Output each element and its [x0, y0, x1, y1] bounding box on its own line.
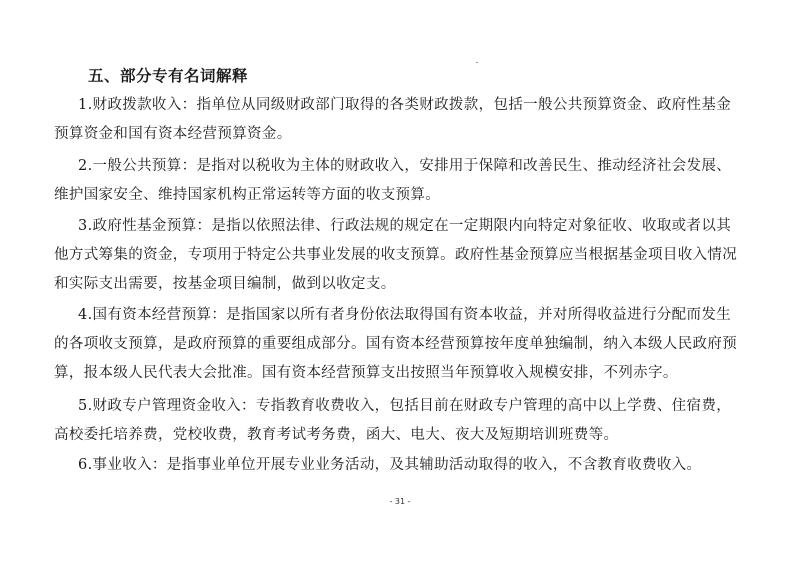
paragraph-5-line-1: 5.财政专户管理资金收入：专指教育收费收入，包括目前在财政专户管理的高中以上学费、住宿费， [78, 398, 732, 414]
paragraph-4-line-3: 算，报本级人民代表大会批准。国有资本经营预算支出按照当年预算收入规模安排，不列赤字。 [54, 365, 678, 381]
paragraph-2-line-2: 维护国家安全、维持国家机构正常运转等方面的收支预算。 [54, 187, 441, 203]
page-number: - 31 - [389, 497, 411, 506]
paragraph-4-line-1: 4.国有资本经营预算：是指国家以所有者身份依法取得国有资本收益，并对所得收益进行分配而发生 [78, 307, 732, 323]
paragraph-2-line-1: 2.一般公共预算：是指对以税收为主体的财政收入，安排用于保障和改善民生、推动经济社会发展、 [78, 158, 732, 174]
paragraph-6-line-1: 6.事业收入：是指事业单位开展专业业务活动，及其辅助活动取得的收入，不含教育收费收入。 [78, 457, 702, 473]
paragraph-1-line-1: 1.财政拨款收入：指单位从同级财政部门取得的各类财政拨款，包括一般公共预算资金、政府性基金 [78, 97, 732, 113]
section-heading: 五、部分专有名词解释 [88, 67, 249, 85]
paragraph-4-line-2: 的各项收支预算，是政府预算的重要组成部分。国有资本经营预算按年度单独编制，纳入本级人民政府预 [54, 336, 738, 352]
paragraph-3-line-3: 和实际支出需要，按基金项目编制，做到以收定支。 [54, 276, 396, 292]
paragraph-5-line-2: 高校委托培养费，党校收费，教育考试考务费，函大、电大、夜大及短期培训班费等。 [54, 427, 619, 443]
paragraph-3-line-1: 3.政府性基金预算：是指以依照法律、行政法规的规定在一定期限内向特定对象征收、收取或者以其 [78, 218, 732, 234]
paragraph-3-line-2: 他方式筹集的资金，专项用于特定公共事业发展的收支预算。政府性基金预算应当根据基金项目收入情况 [54, 247, 738, 263]
scan-speck [476, 62, 478, 63]
paragraph-1-line-2: 预算资金和国有资本经营预算资金。 [54, 126, 292, 142]
